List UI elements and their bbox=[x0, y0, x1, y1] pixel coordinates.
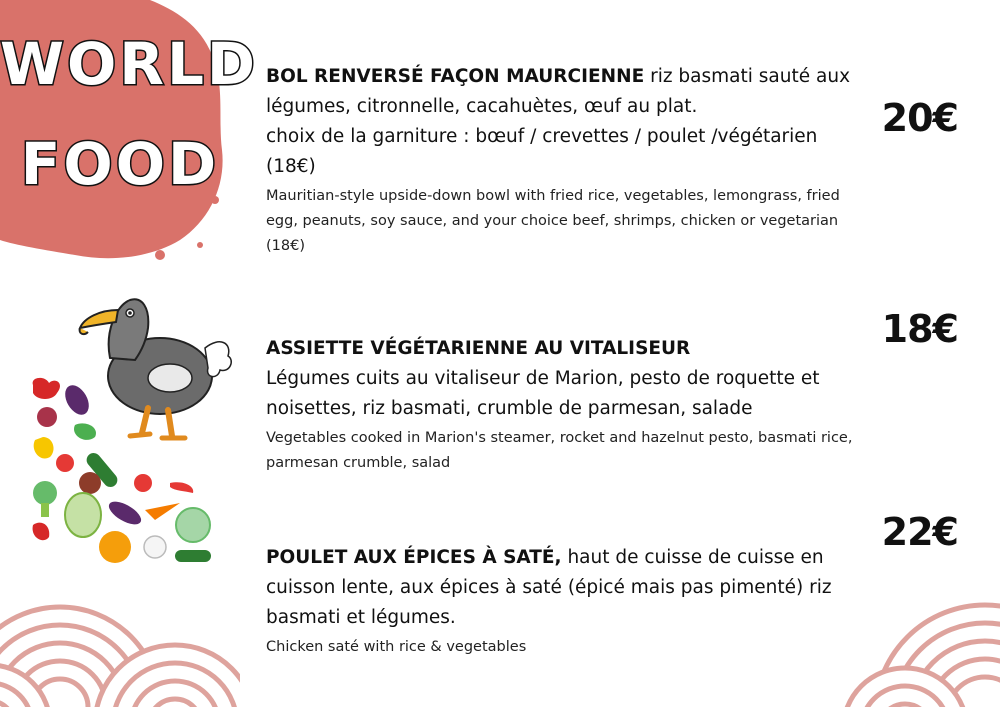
menu-item-assiette-vegetarienne bbox=[266, 334, 866, 476]
seigaiha-waves-icon bbox=[0, 595, 240, 707]
dish-garnish-choice: choix de la garniture : bœuf / crevettes / poulet /végétarien (18€) bbox=[266, 126, 818, 177]
dish-description-en: Vegetables cooked in Marion's steamer, rocket and hazelnut pesto, basmati rice, parmesan crumble, salad bbox=[266, 430, 853, 471]
dish-price: 20€ bbox=[881, 96, 958, 140]
dish-name: BOL RENVERSÉ FAÇON MAURCIENNE bbox=[266, 66, 645, 87]
dish-price: 18€ bbox=[881, 307, 958, 351]
title-world: WORLD bbox=[0, 30, 259, 98]
menu-item-poulet-sate bbox=[266, 543, 866, 660]
dish-name: POULET AUX ÉPICES À SATÉ, bbox=[266, 547, 562, 568]
dish-name: ASSIETTE VÉGÉTARIENNE AU VITALISEUR bbox=[266, 338, 691, 359]
dish-description-fr: Légumes cuits au vitaliseur de Marion, pesto de roquette et noisettes, riz basmati, crumble de parmesan, salade bbox=[266, 368, 820, 419]
dish-description-en: Mauritian-style upside-down bowl with fried rice, vegetables, lemongrass, fried egg, peanuts, soy sauce, and your choice beef, shrimps, chicken or vegetarian (18€) bbox=[266, 188, 840, 254]
dish-description-fr bbox=[266, 543, 866, 633]
menu-item-bol-renverse bbox=[266, 62, 866, 259]
dish-description-fr bbox=[266, 62, 866, 122]
title-food: FOOD bbox=[20, 130, 220, 198]
dish-price: 22€ bbox=[881, 510, 958, 554]
vegetables-icon bbox=[25, 375, 225, 570]
dish-description-text: haut de cuisse de cuisse en cuisson lente, aux épices à saté (épicé mais pas pimenté) riz basmati et légumes. bbox=[266, 547, 832, 628]
dish-description-en: Chicken saté with rice & vegetables bbox=[266, 639, 527, 655]
dish-description-text: riz basmati sauté aux légumes, citronnelle, cacahuètes, œuf au plat. bbox=[266, 66, 851, 117]
